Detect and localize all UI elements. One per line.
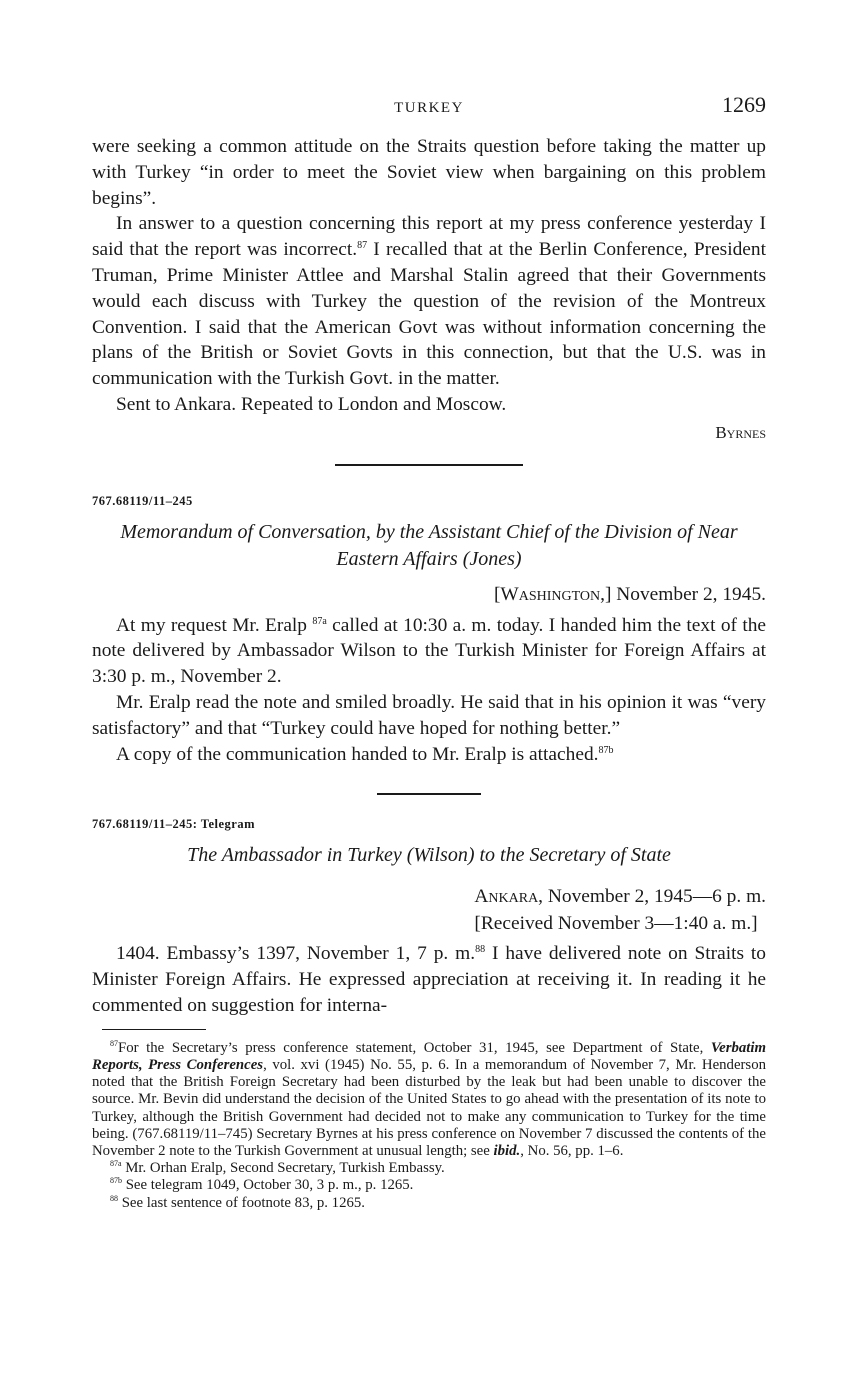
memorandum-body [92,613,766,768]
paragraph-text: I recalled that at the Berlin Conference, President Truman, Prime Minister Attlee and Marshal Stalin agreed that their Governments would each discuss with Turkey the question of the revision of the Montreux Convention. I said that the American Govt was without information concerning the plans of the British or Soviet Govts in this connection, but that the U.S. was in communication with the Turkish Govt. in the matter. [92,239,766,390]
footnote-text: See last sentence of footnote 83, p. 1265. [121,1194,365,1211]
footnote-ref-88[interactable]: 88 [475,944,486,956]
footnote-87b [92,1177,766,1194]
section-telegram [92,817,766,1018]
signature: Byrnes [715,422,766,442]
footnote-italic: ibid. [493,1142,521,1159]
footnote-mark: 87a [110,1159,122,1169]
paragraph [92,941,766,1018]
footnote-mark: 87b [110,1176,122,1186]
paragraph: Sent to Ankara. Repeated to London and Moscow. [116,393,507,415]
footnote-ref-87b[interactable]: 87b [598,744,614,756]
page-number: 1269 [722,92,766,117]
footnote-text: , No. 56, pp. 1–6. [520,1142,624,1159]
section-divider [377,793,481,795]
footnote-text: , vol. xvi (1945) No. 55, p. 6. In a memorandum of November 7, Mr. Henderson noted that the British Foreign Secretary had been disturbed by the leak but had been unable to discover the source. Mr. Bevin did understand the decision of the United States to go ahead with the presentation of its note to Turkey, although the British Government had decided not to make any communication to Turkey for the time being. (767.68119/11–745) Secretary Byrnes at his press conference on November 7 discussed the contents of the November 2 note to the Turkish Government at unusual length; see [92,1056,766,1159]
footnote-mark: 87 [110,1038,118,1048]
dateline-date: November 2, 1945. [611,583,766,605]
footnote-87 [92,1040,766,1160]
paragraph-text: 1404. Embassy’s 1397, November 1, 7 p. m. [116,943,476,965]
footnote-italic: Verbatim Reports, Press Conferences [92,1039,766,1073]
footnote-mark: 88 [110,1193,118,1203]
dateline-date: November 2, 1945—6 p. m. [543,886,766,908]
footnote-text: See telegram 1049, October 30, 3 p. m., p. 1265. [125,1177,414,1194]
footnote-ref-87a[interactable]: 87a [312,615,327,627]
paragraph: were seeking a common attitude on the Straits question before taking the matter up with Turkey “in order to meet the Soviet view when bargaining on this problem begins”. [92,136,766,209]
document-page [92,92,766,1212]
paragraph [92,742,766,768]
dateline [92,883,766,937]
footnote-text: For the Secretary’s press conference statement, October 31, 1945, see Department of State, [118,1039,711,1056]
running-head-title: TURKEY [394,100,464,116]
footnote-88 [92,1195,766,1212]
section-memorandum [92,494,766,768]
paragraph [92,211,766,392]
footnote-ref-87[interactable]: 87 [357,240,368,252]
paragraph-text: At my request Mr. Eralp [116,614,313,636]
paragraph-text: A copy of the communication handed to Mr. Eralp is attached. [116,743,599,765]
paragraph-text: I have delivered note on Straits to Minister Foreign Affairs. He expressed appreciation at receiving it. In reading it he commented on suggestion for interna- [92,943,766,1016]
dateline-place: [Washington,] [493,583,612,605]
paragraph: Mr. Eralp read the note and smiled broadly. He said that in his opinion it was “very satisfactory” and that “Turkey could have hoped for nothing better.” [92,691,766,739]
running-head [92,92,766,122]
paragraph-text: called at 10:30 a. m. today. I handed him the text of the note delivered by Ambassador Wilson to the Turkish Minister for Foreign Affairs at 3:30 p. m., November 2. [92,614,767,688]
section-divider [335,464,523,466]
document-title: The Ambassador in Turkey (Wilson) to the Secretary of State [187,844,671,867]
telegram-body [92,941,766,1018]
paragraph-text: In answer to a question concerning this report at my press conference yesterday I said that the report was incorrect. [92,213,766,261]
document-title: Memorandum of Conversation, by the Assistant Chief of the Division of Near Eastern Affairs (Jones) [120,520,738,570]
paragraph [92,613,766,690]
file-number: 767.68119/11–245 [92,493,193,508]
dateline [92,581,766,608]
footnote-divider [102,1029,206,1030]
footnotes [92,1040,766,1212]
dateline-place: Ankara, [474,886,544,908]
footnote-87a [92,1160,766,1177]
file-number: 767.68119/11–245: Telegram [92,817,255,832]
section-byrnes-telegram-end [92,134,766,446]
received-line: [Received November 3—1:40 a. m.] [474,913,758,935]
footnote-text: Mr. Orhan Eralp, Second Secretary, Turkish Embassy. [125,1160,445,1177]
